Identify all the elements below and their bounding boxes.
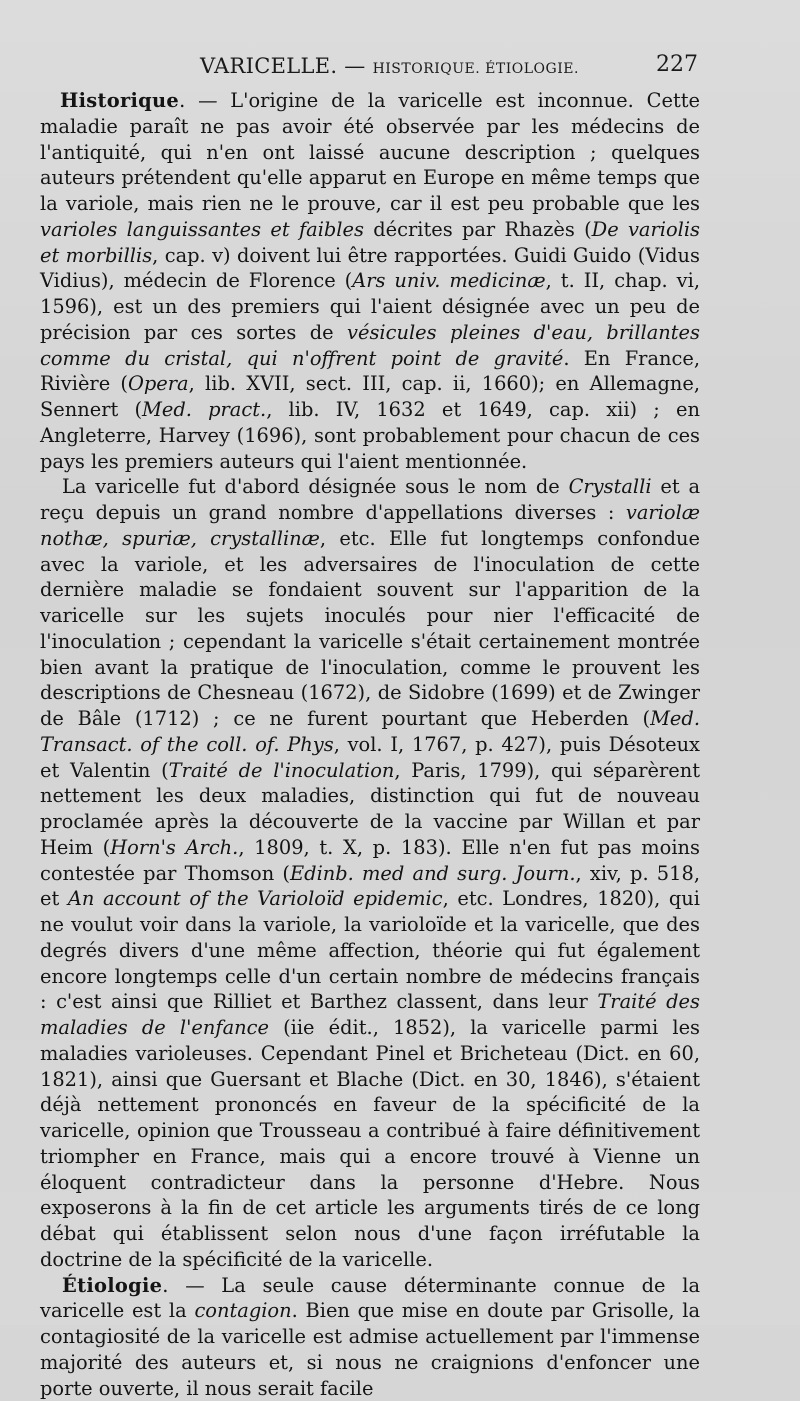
- paragraph-denominations: [40, 474, 700, 1272]
- running-header: [40, 52, 700, 82]
- italic-run: variolæ nothæ, spuriæ, crystallinæ: [40, 501, 700, 550]
- italic-run: An account of the Varioloïd epidemic: [68, 887, 443, 910]
- text-run: , etc. Londres, 1820), qui ne voulut voir dans la variole, la varioloïde et la varicelle, que des degrés divers d'une même affection, théorie qui fut également encore longtemps celle d'un certain nombre de médecins français : c'est ainsi que Rilliet et Barthez classent, dans leur: [40, 887, 700, 1013]
- running-title: [200, 54, 579, 78]
- page-number: 227: [656, 52, 698, 77]
- text-run: , cap. v) doivent lui être rapportées. Guidi Guido (Vidus Vidius), médecin de Florence (: [40, 244, 700, 293]
- section-heading-historique: Historique: [60, 89, 179, 112]
- text-run: . Bien que mise en doute par Grisolle, la contagiosité de la varicelle est admise actuellement par l'immense majorité des auteurs et, si nous ne craignions d'enfoncer une porte ouverte, il nous serait facile: [40, 1299, 700, 1399]
- text-run: , Paris, 1799), qui séparèrent nettement les deux maladies, distinction qui fut de nouveau proclamée après la découverte de la vaccine par Willan et par Heim (: [40, 759, 700, 859]
- text-run: , xiv, p. 518, et: [40, 862, 700, 911]
- text-run: , vol. I, 1767, p. 427), puis Désoteux et Valentin (: [40, 733, 700, 782]
- running-title-main: VARICELLE. —: [200, 54, 373, 78]
- italic-run: Crystalli: [569, 475, 652, 498]
- italic-run: Med. Transact. of the coll. of. Phys: [40, 707, 700, 756]
- text-run: , t. II, chap. vi, 1596), est un des premiers qui l'aient désignée avec un peu de précision par ces sortes de: [40, 269, 700, 344]
- text-run: La varicelle fut d'abord désignée sous le nom de: [62, 475, 569, 498]
- text-run: et a reçu depuis un grand nombre d'appellations diverses :: [40, 475, 700, 524]
- text-run: , 1809, t. X, p. 183). Elle n'en fut pas moins contestée par Thomson (: [40, 836, 700, 885]
- italic-run: De variolis et morbillis: [40, 218, 700, 267]
- section-heading-etiologie: Étiologie: [62, 1274, 162, 1297]
- italic-run: vésicules pleines d'eau, brillantes comme du cristal, qui n'offrent point de gravité: [40, 321, 700, 370]
- italic-run: Traité de l'inoculation: [169, 759, 395, 782]
- italic-run: Opera: [128, 372, 189, 395]
- italic-run: Edinb. med and surg. Journ.: [290, 862, 576, 885]
- running-title-sub: HISTORIQUE. ÉTIOLOGIE.: [373, 61, 579, 77]
- text-run: , lib. XVII, sect. III, cap. ii, 1660); en Allemagne, Sennert (: [40, 372, 700, 421]
- body-text: [40, 88, 700, 1401]
- italic-run: Traité des maladies de l'enfance: [40, 990, 700, 1039]
- italic-run: Horn's Arch.: [110, 836, 238, 859]
- text-run: (iie édit., 1852), la varicelle parmi les maladies varioleuses. Cependant Pinel et Bricheteau (Dict. en 60, 1821), ainsi que Guersant et Blache (Dict. en 30, 1846), s'étaient déjà nettement prononcés en faveur de la spécificité de la varicelle, opinion que Trousseau a contribué à faire définitivement triompher en France, mais qui a encore trouvé à Vienne un éloquent contradicteur dans la personne d'Hebre. Nous exposerons à la fin de cet article les arguments tirés de ce long débat qui établissent selon nous d'une façon irréfutable la doctrine de la spécificité de la varicelle.: [40, 1016, 700, 1271]
- paragraph-historique: [40, 88, 700, 474]
- text-run: , lib. IV, 1632 et 1649, cap. xii) ; en Angleterre, Harvey (1696), sont probablement pour chacun de ces pays les premiers auteurs qui l'aient mentionnée.: [40, 398, 700, 473]
- text-run: . En France, Rivière (: [40, 347, 700, 396]
- text-run: , etc. Elle fut longtemps confondue avec la variole, et les adversaires de l'inoculation de cette dernière maladie se fondaient souvent sur l'apparition de la varicelle sur les sujets inoculés pour nier l'efficacité de l'inoculation ; cependant la varicelle s'était certainement montrée bien avant la pratique de l'inoculation, comme le prouvent les descriptions de Chesneau (1672), de Sidobre (1699) et de Zwinger de Bâle (1712) ; ce ne furent pourtant que Heberden (: [40, 527, 700, 730]
- italic-run: Ars univ. medicinæ: [352, 269, 545, 292]
- text-run: . — La seule cause déterminante connue de la varicelle est la: [40, 1274, 700, 1323]
- paragraph-etiologie: [40, 1273, 700, 1401]
- italic-run: Med. pract.: [142, 398, 266, 421]
- italic-run: varioles languissantes et faibles: [40, 218, 364, 241]
- text-run: . — L'origine de la varicelle est inconnue. Cette maladie paraît ne pas avoir été observée par les médecins de l'antiquité, qui n'en ont laissé aucune description ; quelques auteurs prétendent qu'elle apparut en Europe en même temps que la variole, mais rien ne le prouve, car il est peu probable que les: [40, 89, 700, 215]
- text-run: décrites par Rhazès (: [364, 218, 592, 241]
- italic-run: contagion: [194, 1299, 291, 1322]
